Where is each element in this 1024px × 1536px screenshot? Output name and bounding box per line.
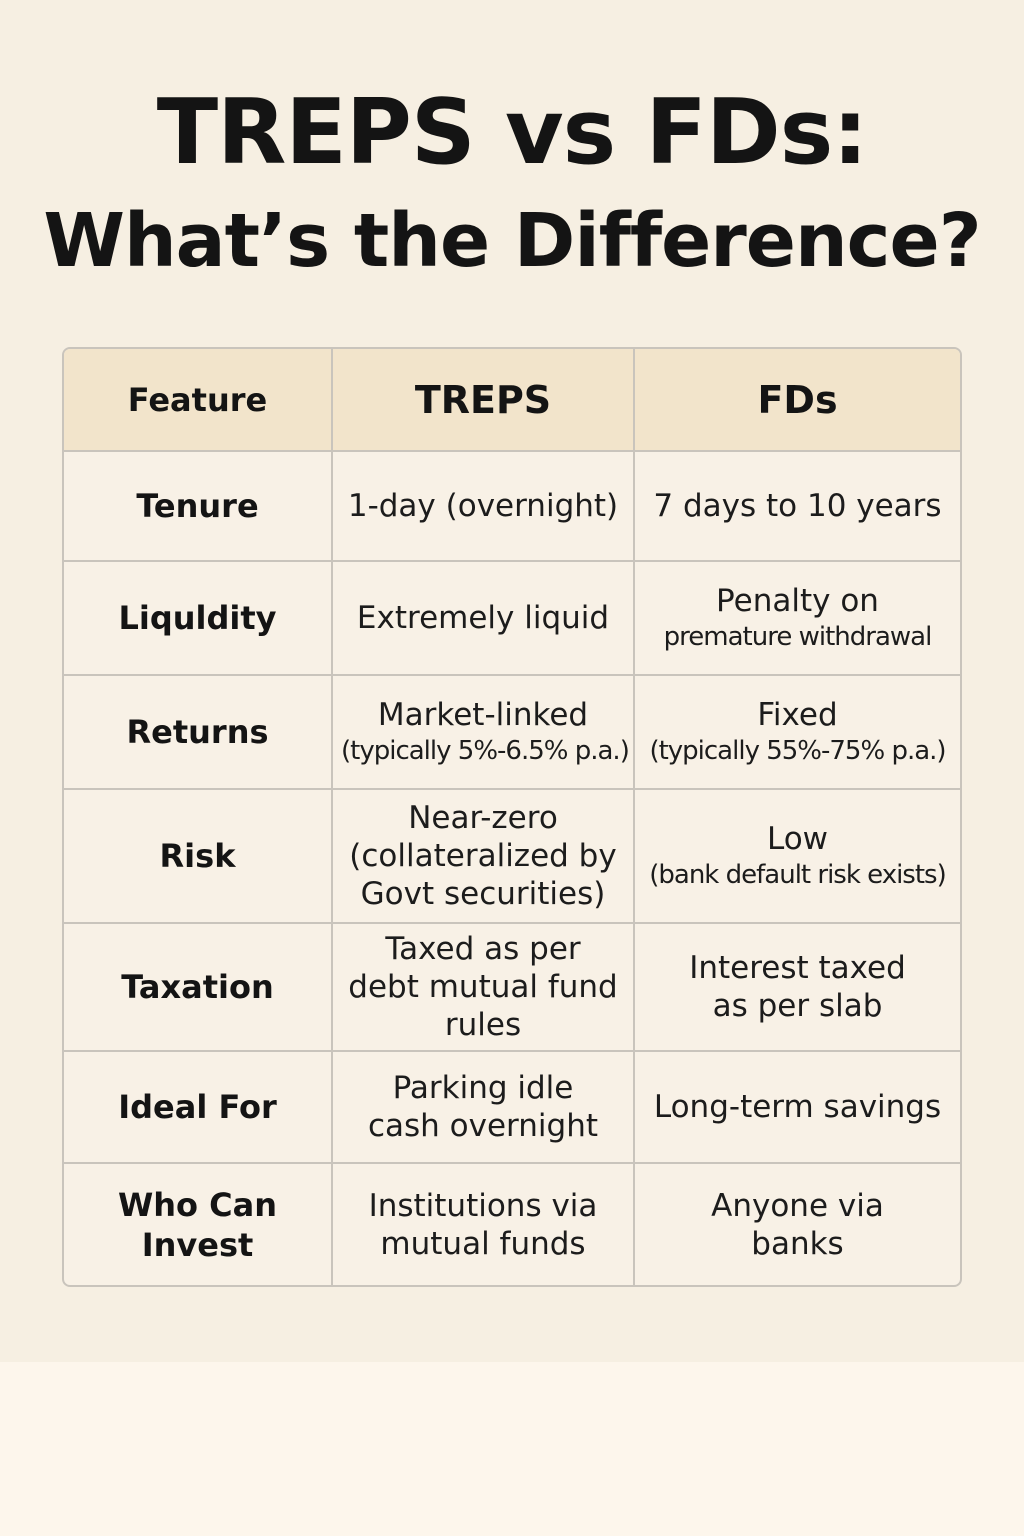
treps-cell [332, 1051, 634, 1163]
treps-value: Parking idle [392, 1070, 574, 1106]
fds-cell [634, 1051, 960, 1163]
table-row [64, 1163, 960, 1285]
fds-cell [634, 451, 960, 561]
comparison-table [62, 347, 962, 1287]
fds-value: banks [751, 1225, 844, 1262]
treps-cell [332, 923, 634, 1051]
table-row [64, 1051, 960, 1163]
feature-label: Returns [126, 713, 269, 751]
header-feature: Feature [64, 349, 332, 451]
treps-value: debt mutual fund [348, 969, 618, 1005]
treps-value: Near-zero [408, 800, 558, 836]
treps-cell [332, 451, 634, 561]
table-row [64, 675, 960, 789]
treps-value: Extremely liquid [356, 600, 610, 636]
fds-value: Interest taxed [689, 950, 906, 986]
fds-value-detail: (typically 55%-75% p.a.) [649, 736, 946, 766]
table-body [64, 451, 960, 1285]
feature-cell [64, 561, 332, 675]
table-row [64, 923, 960, 1051]
feature-label: Ideal For [118, 1088, 277, 1126]
fds-cell [634, 675, 960, 789]
table-row [64, 451, 960, 561]
feature-cell [64, 451, 332, 561]
fds-value-detail: premature withdrawal [663, 622, 932, 652]
treps-value: mutual funds [380, 1225, 586, 1262]
treps-value: Taxed as per [385, 931, 581, 967]
treps-cell [332, 561, 634, 675]
feature-cell [64, 675, 332, 789]
fds-value: Long-term savings [653, 1089, 942, 1125]
treps-value: (collateralized by [349, 838, 617, 874]
fds-value: Anyone via [711, 1187, 884, 1224]
treps-value: cash overnight [367, 1108, 599, 1144]
fds-value: Penalty on [716, 583, 879, 619]
feature-cell [64, 1051, 332, 1163]
fds-value: 7 days to 10 years [653, 488, 942, 524]
table-header-row [64, 349, 960, 451]
page-title: TREPS vs FDs: [156, 80, 868, 185]
feature-label: Taxation [121, 968, 274, 1006]
fds-value: Low [766, 821, 829, 857]
header-fds: FDs [634, 349, 960, 451]
treps-value-detail: (typically 5%-6.5% p.a.) [341, 736, 629, 766]
fds-value: Fixed [757, 697, 838, 733]
treps-cell [332, 1163, 634, 1285]
treps-cell [332, 789, 634, 923]
fds-value: as per slab [712, 988, 883, 1024]
page-subtitle: What’s the Difference? [43, 198, 981, 284]
fds-cell [634, 561, 960, 675]
treps-value: Govt securities) [360, 876, 606, 912]
treps-value: Institutions via [368, 1187, 598, 1224]
feature-label: Tenure [136, 487, 259, 525]
fds-value-detail: (bank default risk exists) [649, 860, 946, 890]
footer-band [0, 1362, 1024, 1536]
treps-value: Market-linked [377, 697, 589, 733]
table-row [64, 561, 960, 675]
treps-value: rules [444, 1007, 522, 1043]
table-row [64, 789, 960, 923]
feature-cell [64, 1163, 332, 1285]
feature-cell [64, 923, 332, 1051]
fds-cell [634, 923, 960, 1051]
treps-cell [332, 675, 634, 789]
feature-label: Who Can [117, 1185, 278, 1224]
treps-value: 1-day (overnight) [347, 488, 619, 524]
feature-label: Risk [159, 837, 236, 875]
fds-cell [634, 1163, 960, 1285]
header-treps: TREPS [332, 349, 634, 451]
feature-cell [64, 789, 332, 923]
feature-label: Liquldity [118, 599, 277, 637]
fds-cell [634, 789, 960, 923]
feature-label: Invest [141, 1225, 254, 1264]
